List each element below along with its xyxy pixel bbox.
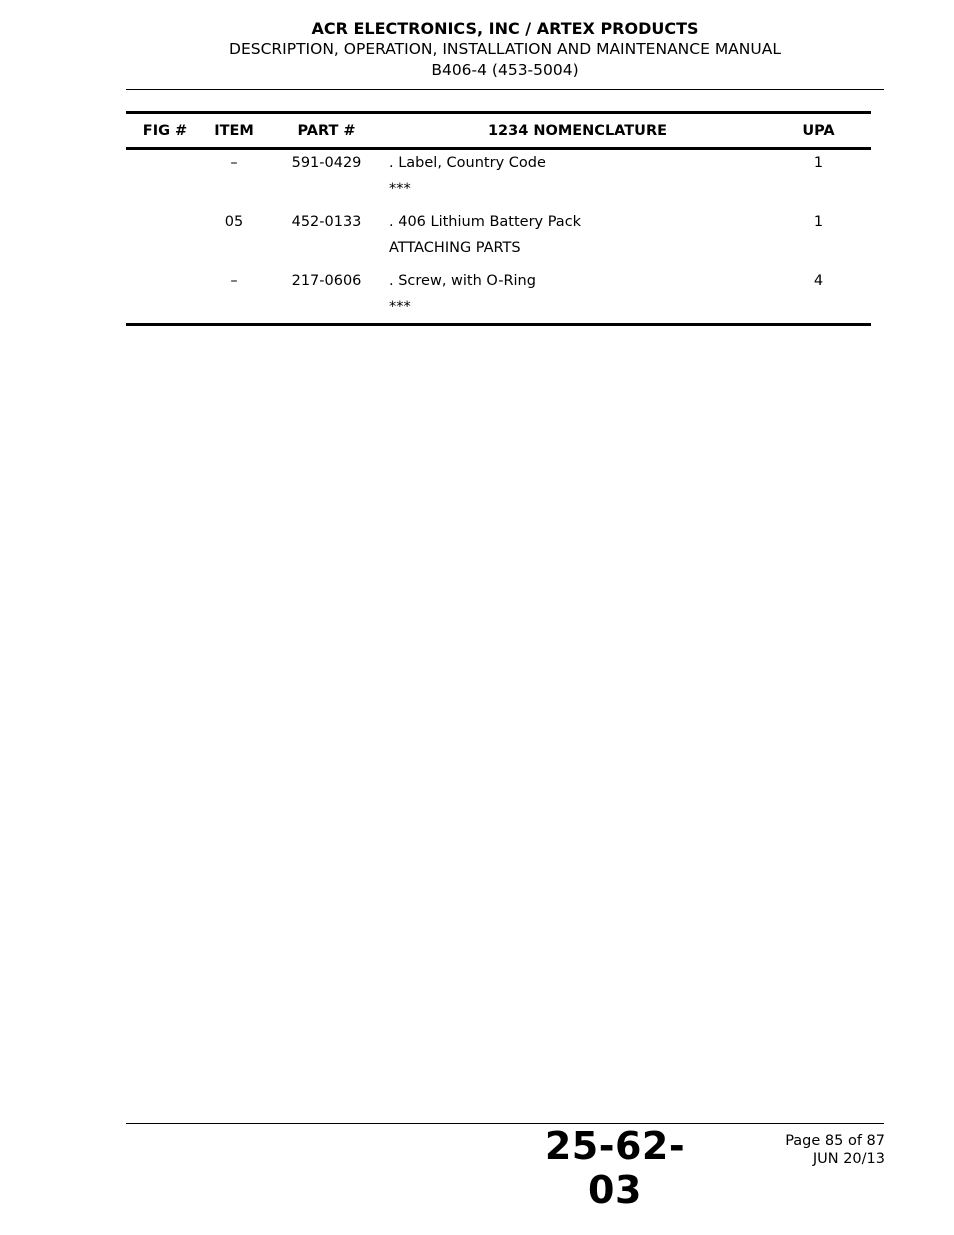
cell-nomenclature: . 406 Lithium Battery Pack xyxy=(389,214,582,230)
cell-part xyxy=(264,178,389,209)
table-row xyxy=(126,149,871,179)
cell-upa: 1 xyxy=(813,214,824,230)
cell-item: – xyxy=(230,273,238,289)
table-row xyxy=(126,296,871,325)
column-header-part: PART # xyxy=(297,122,356,139)
cell-item xyxy=(204,296,264,325)
cell-item xyxy=(204,178,264,209)
cell-fig xyxy=(126,268,204,296)
table-row xyxy=(126,237,871,268)
cell-nomenclature: *** xyxy=(389,181,411,197)
page-number: Page 85 of 87 xyxy=(785,1133,885,1149)
cell-item xyxy=(204,237,264,268)
table-header-row xyxy=(126,113,871,149)
cell-fig xyxy=(126,178,204,209)
cell-fig xyxy=(126,237,204,268)
column-header-nomenclature: 1234 NOMENCLATURE xyxy=(487,122,668,139)
manual-title: DESCRIPTION, OPERATION, INSTALLATION AND MAINTENANCE MANUAL xyxy=(229,40,781,58)
table-row xyxy=(126,209,871,237)
cell-upa xyxy=(766,237,871,268)
cell-item: – xyxy=(230,155,238,171)
cell-nomenclature: *** xyxy=(389,299,411,315)
cell-upa xyxy=(766,178,871,209)
header-divider xyxy=(126,89,884,90)
page-header xyxy=(126,18,884,81)
cell-fig xyxy=(126,296,204,325)
cell-nomenclature: . Label, Country Code xyxy=(389,155,546,171)
cell-item: 05 xyxy=(224,214,244,230)
model-number: B406-4 (453-5004) xyxy=(431,61,579,79)
cell-upa: 1 xyxy=(813,155,824,171)
document-number: 25-62-03 xyxy=(544,1124,686,1212)
column-header-fig: FIG # xyxy=(142,122,188,139)
column-header-upa: UPA xyxy=(802,122,835,139)
cell-nomenclature: . Screw, with O-Ring xyxy=(389,273,536,289)
parts-list-table-container xyxy=(126,111,871,326)
cell-fig xyxy=(126,209,204,237)
revision-date: JUN 20/13 xyxy=(812,1151,885,1167)
page-info xyxy=(740,1132,885,1168)
cell-upa xyxy=(766,296,871,325)
cell-nomenclature: ATTACHING PARTS xyxy=(389,240,521,256)
cell-part: 217-0606 xyxy=(291,273,362,289)
column-header-item: ITEM xyxy=(214,122,254,139)
cell-upa: 4 xyxy=(813,273,824,289)
cell-part xyxy=(264,296,389,325)
company-name: ACR ELECTRONICS, INC / ARTEX PRODUCTS xyxy=(311,19,699,38)
footer-divider xyxy=(126,1123,884,1124)
parts-list-table xyxy=(126,111,871,326)
cell-part: 591-0429 xyxy=(291,155,362,171)
cell-fig xyxy=(126,149,204,179)
table-row xyxy=(126,178,871,209)
table-row xyxy=(126,268,871,296)
cell-part xyxy=(264,237,389,268)
cell-part: 452-0133 xyxy=(291,214,362,230)
